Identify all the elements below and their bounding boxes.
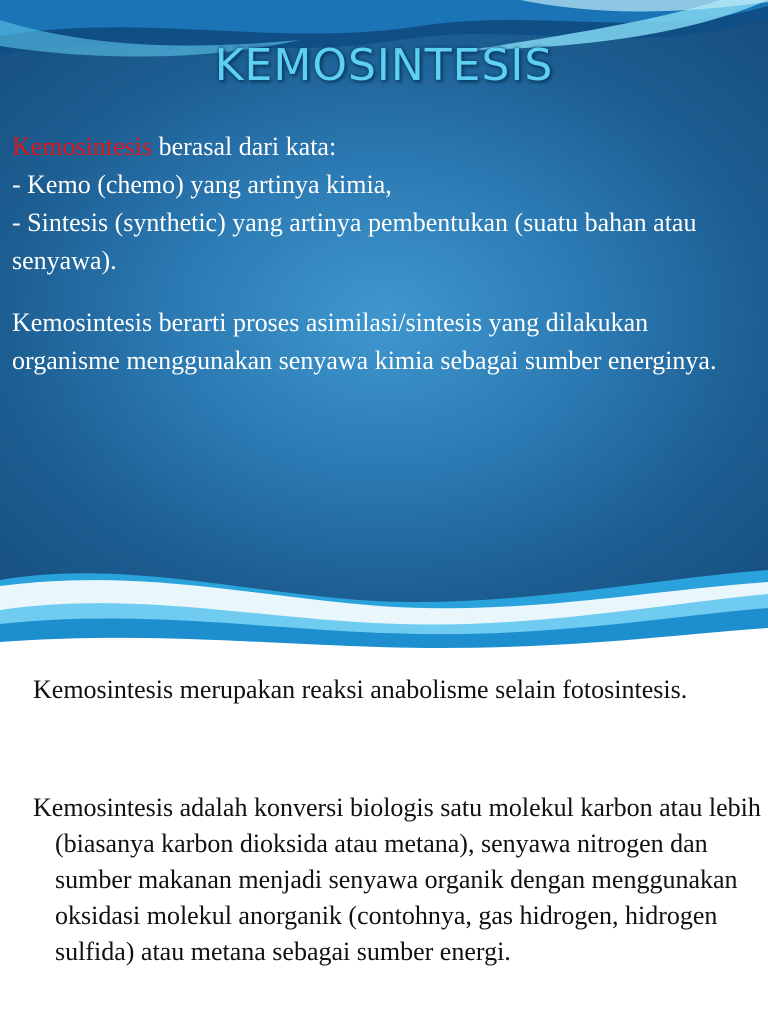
definition-paragraph: Kemosintesis berarti proses asimilasi/sintesis yang dilakukan organisme menggunakan senyawa kimia sebagai sumber energinya. [12, 308, 717, 375]
slide-1-body [12, 128, 757, 380]
highlighted-term: Kemosintesis [12, 132, 153, 161]
bullet-chemo: - Kemo (chemo) yang artinya kimia, [12, 170, 392, 199]
bottom-wave-decoration [0, 560, 768, 662]
slide-title: KEMOSINTESIS [214, 40, 554, 91]
anabolism-paragraph: Kemosintesis merupakan reaksi anabolisme selain fotosintesis. [33, 675, 688, 704]
conversion-paragraph: Kemosintesis adalah konversi biologis satu molekul karbon atau lebih (biasanya karbon dioksida atau metana), senyawa nitrogen dan sumber makanan menjadi senyawa organik dengan menggunakan oksidasi molekul anorganik (contohnya, gas hidrogen, hidrogen sulfida) atau metana sebagai sumber energi. [33, 793, 761, 966]
intro-rest: berasal dari kata: [152, 132, 337, 161]
slide-2 [0, 662, 768, 1024]
intro-line [12, 128, 757, 166]
bullet-synthetic: - Sintesis (synthetic) yang artinya pembentukan (suatu bahan atau senyawa). [12, 208, 697, 275]
